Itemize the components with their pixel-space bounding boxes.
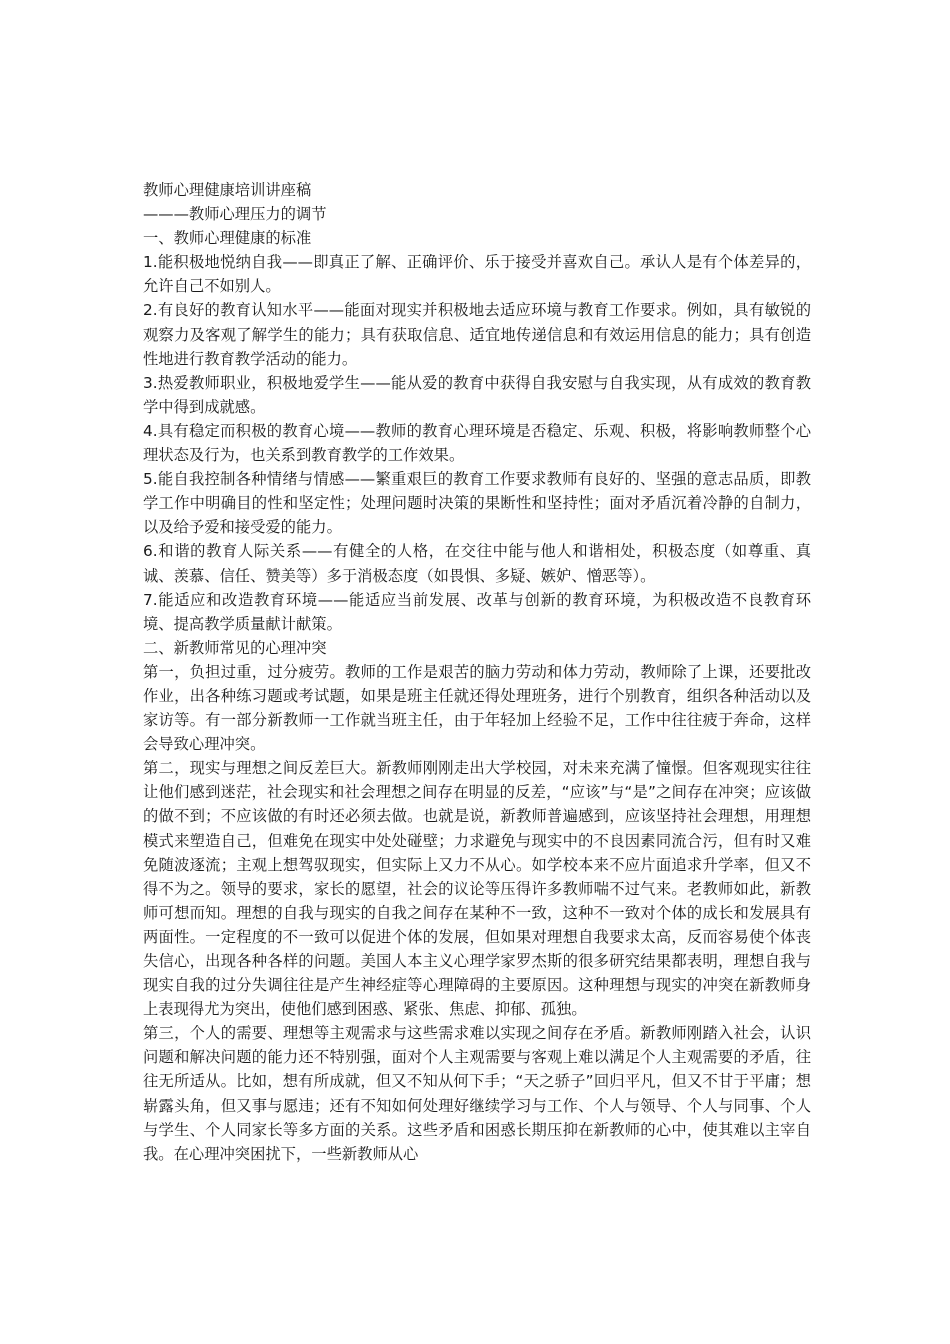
standard-item-6: 6.和谐的教育人际关系——有健全的人格，在交往中能与他人和谐相处，积极态度（如尊重、真诚、羡慕、信任、赞美等）多于消极态度（如畏惧、多疑、嫉妒、憎恶等）。	[143, 542, 811, 585]
document-title: 教师心理健康培训讲座稿	[143, 181, 312, 199]
document-body	[143, 178, 811, 1166]
standard-item-5: 5.能自我控制各种情绪与情感——繁重艰巨的教育工作要求教师有良好的、坚强的意志品质，即教学工作中明确目的性和坚定性；处理问题时决策的果断性和坚持性；面对矛盾沉着冷静的自制力，以及给予爱和接受爱的能力。	[143, 470, 811, 537]
conflict-paragraph-3: 第三，个人的需要、理想等主观需求与这些需求难以实现之间存在矛盾。新教师刚踏入社会，认识问题和解决问题的能力还不特别强，面对个人主观需要与客观上难以满足个人主观需要的矛盾，往往无所适从。比如，想有所成就，但又不知从何下手；“天之骄子”回归平凡，但又不甘于平庸；想崭露头角，但又事与愿违；还有不知如何处理好继续学习与工作、个人与领导、个人与同事、个人与学生、个人同家长等多方面的关系。这些矛盾和困惑长期压抑在新教师的心中，使其难以主宰自我。在心理冲突困扰下，一些新教师从心	[143, 1024, 811, 1163]
section-heading-1: 一、教师心理健康的标准	[143, 229, 312, 248]
standard-item-1: 1.能积极地悦纳自我——即真正了解、正确评价、乐于接受并喜欢自己。承认人是有个体差异的，允许自己不如别人。	[143, 253, 811, 296]
standard-item-7: 7.能适应和改造教育环境——能适应当前发展、改革与创新的教育环境，为积极改造不良教育环境、提高教学质量献计献策。	[143, 590, 811, 633]
conflict-paragraph-2: 第二，现实与理想之间反差巨大。新教师刚刚走出大学校园，对未来充满了憧憬。但客观现实往往让他们感到迷茫，社会现实和社会理想之间存在明显的反差，“应该”与“是”之间存在冲突；应该做的做不到；不应该做的有时还必须去做。也就是说，新教师普遍感到，应该坚持社会理想，用理想模式来塑造自己，但难免在现实中处处碰壁；力求避免与现实中的不良因素同流合污，但有时又难免随波逐流；主观上想驾驭现实，但实际上又力不从心。如学校本来不应片面追求升学率，但又不得不为之。领导的要求，家长的愿望，社会的议论等压得许多教师喘不过气来。老教师如此，新教师可想而知。理想的自我与现实的自我之间存在某种不一致，这种不一致对个体的成长和发展具有两面性。一定程度的不一致可以促进个体的发展，但如果对理想自我要求太高，反而容易使个体丧失信心，出现各种各样的问题。美国人本主义心理学家罗杰斯的很多研究结果都表明，理想自我与现实自我的过分失调往往是产生神经症等心理障碍的主要原因。这种理想与现实的冲突在新教师身上表现得尤为突出，使他们感到困惑、紧张、焦虑、抑郁、孤独。	[143, 759, 811, 1019]
document-subtitle: ———教师心理压力的调节	[143, 205, 327, 224]
conflict-paragraph-1: 第一，负担过重，过分疲劳。教师的工作是艰苦的脑力劳动和体力劳动，教师除了上课，还要批改作业，出各种练习题或考试题，如果是班主任就还得处理班务，进行个别教育，组织各种活动以及家访等。有一部分新教师一工作就当班主任，由于年轻加上经验不足，工作中往往疲于奔命，这样会导致心理冲突。	[143, 662, 811, 754]
section-heading-2: 二、新教师常见的心理冲突	[143, 638, 327, 657]
standard-item-2: 2.有良好的教育认知水平——能面对现实并积极地去适应环境与教育工作要求。例如，具有敏锐的观察力及客观了解学生的能力；具有获取信息、适宜地传递信息和有效运用信息的能力；具有创造性地进行教育教学活动的能力。	[143, 301, 811, 368]
standard-item-3: 3.热爱教师职业，积极地爱学生——能从爱的教育中获得自我安慰与自我实现，从有成效的教育教学中得到成就感。	[143, 373, 811, 416]
standard-item-4: 4.具有稳定而积极的教育心境——教师的教育心理环境是否稳定、乐观、积极，将影响教师整个心理状态及行为，也关系到教育教学的工作效果。	[143, 421, 811, 465]
